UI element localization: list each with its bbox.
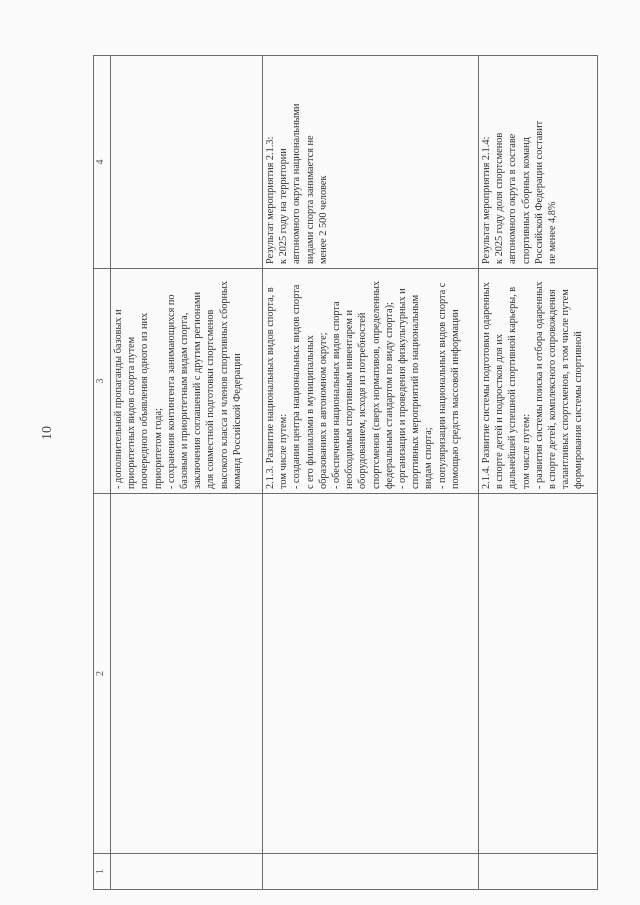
- cell-text-line: автономного округа в составе: [507, 133, 519, 264]
- measures-table: [93, 55, 598, 890]
- cell-text-line: базовым и приоритетным видам спорта,: [179, 312, 191, 489]
- row-3-col-2: [479, 494, 598, 854]
- cell-text-line: - организации и проведения физкультурных и: [397, 288, 409, 489]
- cell-text-line: том числе путем:: [520, 413, 532, 489]
- cell-text-line: с его филиалами в муниципальных: [304, 335, 316, 489]
- row-2-col-2: [263, 494, 479, 854]
- row-3-col-4: [479, 56, 598, 269]
- cell-text-line: 2.1.3. Развитие национальных видов спорта, в: [265, 287, 276, 489]
- cell-text-line: помощью средств массовой информации: [449, 309, 461, 489]
- table-row: [111, 56, 263, 890]
- cell-text-line: в спорте детей и подростков для их: [494, 333, 506, 489]
- cell-text-line: дальнейшей успешной спортивной карьеры, в: [507, 286, 519, 489]
- cell-text-line: поочередного объявления одного из них: [139, 312, 151, 489]
- cell-text-line: формирования системы спортивной: [573, 331, 585, 489]
- cell-text-line: спортсменов (сверх нормативов, определенных: [370, 280, 382, 489]
- cell-text-line: 2.1.4. Развитие системы подготовки одаренных: [481, 282, 492, 489]
- cell-text-line: - сохранения контингента занимающихся по: [165, 294, 177, 489]
- cell-text-line: к 2025 году на территории: [278, 148, 290, 264]
- row-1-col-2: [111, 494, 263, 854]
- header-row: [94, 56, 111, 890]
- cell-text-line: необходимым спортивным инвентарем и: [344, 309, 356, 489]
- row-1-col-1: [111, 854, 263, 890]
- cell-text-line: спортивных мероприятий по национальным: [410, 294, 422, 489]
- row-3-col-3: [479, 269, 598, 494]
- page-number: 10: [40, 426, 55, 440]
- cell-text-line: видам спорта;: [423, 427, 435, 489]
- cell-text-line: Результат мероприятия 2.1.4:: [481, 136, 492, 264]
- cell-text-line: федеральным стандартом по виду спорта);: [383, 302, 395, 489]
- cell-text-line: оборудованием, исходя из потребностей: [357, 312, 369, 489]
- cell-text-line: высокого класса и членов спортивных сборных: [218, 280, 230, 489]
- cell-text-line: не менее 4,8%: [547, 201, 559, 264]
- cell-text-line: для совместной подготовки спортсменов: [205, 309, 217, 489]
- rotated-table-wrapper: [93, 56, 598, 890]
- row-2-col-4: [263, 56, 479, 269]
- cell-text-line: приоритетом года;: [152, 408, 164, 489]
- cell-text-line: заключения соглашений с другим регионами: [192, 292, 204, 489]
- cell-text-line: талантливых спортсменов, в том числе путем: [560, 289, 572, 489]
- cell-text-line: образованиях в автономном округе;: [317, 332, 329, 489]
- header-col-2: 2: [94, 494, 111, 854]
- cell-text-line: спортивных сборных команд: [520, 137, 532, 264]
- cell-text-line: менее 2 500 человек: [317, 175, 329, 264]
- cell-text-line: Результат мероприятия 2.1.3:: [265, 136, 276, 264]
- cell-text-line: том числе путем:: [278, 413, 290, 489]
- cell-text-line: в спорте детей, комплексного сопровождения: [547, 289, 559, 489]
- cell-text-line: к 2025 году доля спортсменов: [494, 132, 506, 264]
- row-2-col-1: [263, 854, 479, 890]
- cell-text-line: автономного округа национальными: [291, 103, 303, 264]
- cell-text-line: видами спорта занимается не: [304, 135, 316, 264]
- cell-text-line: Российской Федерации составит: [533, 120, 545, 264]
- cell-text-line: - развития системы поиска и отбора одаренных: [533, 281, 545, 489]
- row-2-col-3: [263, 269, 479, 494]
- header-col-3: 3: [94, 269, 111, 494]
- cell-text-line: - обеспечения национальных видов спорта: [331, 301, 343, 489]
- table-row: [479, 56, 598, 890]
- cell-text-line: приоритетных видов спорта путем: [126, 336, 138, 489]
- row-1-col-4: [111, 56, 263, 269]
- cell-text-line: - дополнительной пропаганды базовых и: [113, 309, 124, 489]
- row-3-col-1: [479, 854, 598, 890]
- cell-text-line: команд Российской Федерации: [231, 353, 243, 489]
- table-row: [263, 56, 479, 890]
- cell-text-line: - создания центра национальных видов спорта: [291, 284, 303, 489]
- header-col-4: 4: [94, 56, 111, 269]
- row-1-col-3: [111, 269, 263, 494]
- cell-text-line: - популяризации национальных видов спорта с: [436, 282, 448, 489]
- header-col-1: 1: [94, 854, 111, 890]
